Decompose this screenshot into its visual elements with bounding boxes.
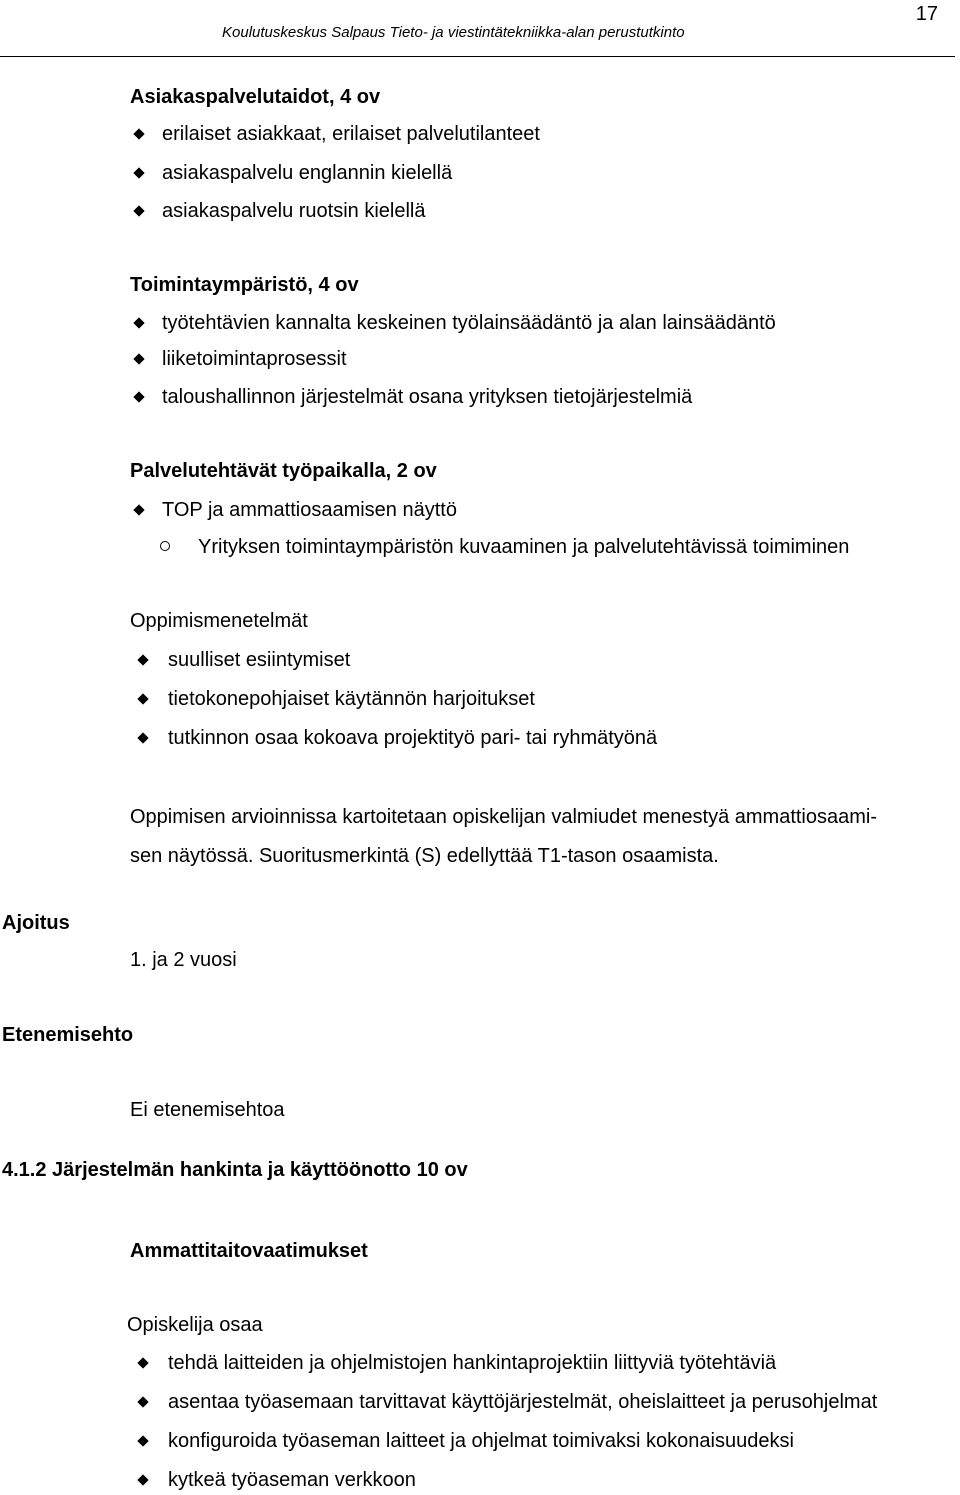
diamond-bullet-icon [137,654,148,665]
etenemisehto-value: Ei etenemisehtoa [130,1099,285,1121]
list-item: konfiguroida työaseman laitteet ja ohjelmat toimivaksi kokonaisuudeksi [136,1430,794,1453]
section-heading-toimintaymparisto: Toimintaympäristö, 4 ov [130,274,359,296]
header-divider [0,56,955,57]
ajoitus-value: 1. ja 2 vuosi [130,949,237,971]
list-item: TOP ja ammattiosaamisen näyttö [132,499,457,522]
diamond-bullet-icon [137,1357,148,1368]
list-item: tietokonepohjaiset käytännön harjoitukset [136,688,535,711]
diamond-bullet-icon [133,391,144,402]
assessment-paragraph: Oppimisen arvioinnissa kartoitetaan opiskelijan valmiudet menestyä ammattiosaami- sen näytössä. Suoritusmerkintä (S) edellyttää T1-tason osaamista. [130,806,878,867]
list-item: asiakaspalvelu englannin kielellä [132,162,452,185]
diamond-bullet-icon [137,732,148,743]
section-heading-jarjestelman-hankinta: 4.1.2 Järjestelmän hankinta ja käyttöönotto 10 ov [2,1159,468,1181]
subheading-ammattitaitovaatimukset: Ammattitaitovaatimukset [130,1240,368,1262]
intro-text: Opiskelija osaa [127,1314,263,1336]
diamond-bullet-icon [133,128,144,139]
section-heading-asiakaspalvelutaidot: Asiakaspalvelutaidot, 4 ov [130,86,381,108]
diamond-bullet-icon [133,353,144,364]
section-heading-oppimismenetelmat: Oppimismenetelmät [130,610,308,632]
diamond-bullet-icon [133,317,144,328]
list-item: tutkinnon osaa kokoava projektityö pari- tai ryhmätyönä [136,727,657,750]
list-item: asentaa työasemaan tarvittavat käyttöjärjestelmät, oheislaitteet ja perusohjelmat [136,1391,877,1414]
list-item: taloushallinnon järjestelmät osana yrityksen tietojärjestelmiä [132,386,692,409]
section-heading-etenemisehto: Etenemisehto [2,1024,134,1046]
circle-bullet-icon [160,541,170,551]
list-item: työtehtävien kannalta keskeinen työlainsäädäntö ja alan lainsäädäntö [132,312,776,335]
diamond-bullet-icon [137,1435,148,1446]
list-item: liiketoimintaprosessit [132,348,347,371]
diamond-bullet-icon [137,693,148,704]
running-header: Koulutuskeskus Salpaus Tieto- ja viestintätekniikka-alan perustutkinto [222,24,685,41]
section-heading-ajoitus: Ajoitus [2,912,70,934]
diamond-bullet-icon [133,504,144,515]
diamond-bullet-icon [133,205,144,216]
list-item: erilaiset asiakkaat, erilaiset palvelutilanteet [132,123,540,146]
sub-list-item: Yrityksen toimintaympäristön kuvaaminen ja palvelutehtävissä toimiminen [160,536,849,559]
diamond-bullet-icon [137,1474,148,1485]
list-item: suulliset esiintymiset [136,649,350,672]
list-item: asiakaspalvelu ruotsin kielellä [132,200,425,223]
list-item: kytkeä työaseman verkkoon [136,1469,416,1492]
section-heading-palvelutehtavat: Palvelutehtävät työpaikalla, 2 ov [130,460,437,482]
diamond-bullet-icon [137,1396,148,1407]
page-number: 17 [915,3,938,25]
diamond-bullet-icon [133,167,144,178]
list-item: tehdä laitteiden ja ohjelmistojen hankintaprojektiin liittyviä työtehtäviä [136,1352,776,1375]
